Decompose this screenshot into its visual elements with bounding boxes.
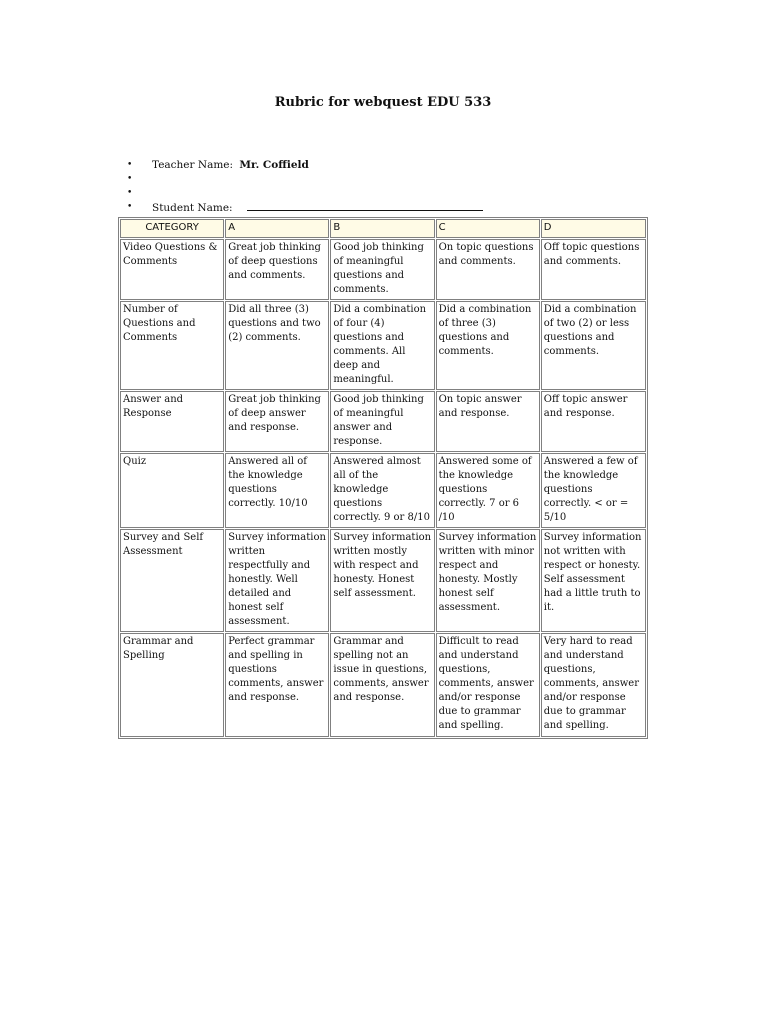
bullet-icon: • (127, 160, 133, 170)
grade-d-cell: Off topic answer and response. (541, 391, 646, 452)
row-category-cell: Number of Questions and Comments (120, 301, 224, 390)
info-item-empty-1 (127, 172, 483, 186)
grade-c-cell: Did a combination of three (3) questions and comments. (436, 301, 540, 390)
grade-a-cell: Survey information written respectfully and honestly. Well detailed and honest self assessment. (225, 529, 329, 632)
grade-a-cell: Perfect grammar and spelling in questions comments, answer and response. (225, 633, 329, 737)
rubric-header-row (120, 219, 646, 238)
grade-c-cell: Answered some of the knowledge questions correctly. 7 or 6 /10 (436, 453, 540, 528)
row-category-cell: Video Questions & Comments (120, 239, 224, 300)
grade-a-cell: Did all three (3) questions and two (2) comments. (225, 301, 329, 390)
row-category-cell: Survey and Self Assessment (120, 529, 224, 632)
header-category: CATEGORY (120, 219, 224, 238)
table-row (120, 391, 646, 452)
table-row (120, 301, 646, 390)
grade-a-cell: Great job thinking of deep questions and comments. (225, 239, 329, 300)
table-row (120, 529, 646, 632)
grade-b-cell: Answered almost all of the knowledge questions correctly. 9 or 8/10 (330, 453, 434, 528)
grade-a-cell: Answered all of the knowledge questions correctly. 10/10 (225, 453, 329, 528)
header-grade-c: C (436, 219, 540, 238)
grade-c-cell: On topic questions and comments. (436, 239, 540, 300)
grade-c-cell: Difficult to read and understand questions, comments, answer and/or response due to grammar and spelling. (436, 633, 540, 737)
info-list (127, 158, 483, 214)
grade-c-cell: On topic answer and response. (436, 391, 540, 452)
grade-d-cell: Very hard to read and understand questions, comments, answer and/or response due to grammar and spelling. (541, 633, 646, 737)
rubric-table (118, 217, 648, 739)
info-item-student (127, 200, 483, 214)
grade-d-cell: Answered a few of the knowledge questions correctly. < or = 5/10 (541, 453, 646, 528)
grade-d-cell: Off topic questions and comments. (541, 239, 646, 300)
grade-a-cell: Great job thinking of deep answer and response. (225, 391, 329, 452)
bullet-icon: • (127, 188, 133, 198)
grade-b-cell: Good job thinking of meaningful answer and response. (330, 391, 434, 452)
bullet-icon: • (127, 174, 133, 184)
header-grade-b: B (330, 219, 434, 238)
row-category-cell: Grammar and Spelling (120, 633, 224, 737)
student-name-blank-line (247, 200, 483, 211)
row-category-cell: Quiz (120, 453, 224, 528)
bullet-icon: • (127, 202, 133, 212)
grade-d-cell: Survey information not written with respect or honesty. Self assessment had a little truth to it. (541, 529, 646, 632)
table-row (120, 633, 646, 737)
student-name-label: Student Name: (152, 202, 233, 214)
teacher-name-label: Teacher Name: (152, 159, 234, 171)
row-category-cell: Answer and Response (120, 391, 224, 452)
info-item-empty-2 (127, 186, 483, 200)
table-row (120, 239, 646, 300)
grade-b-cell: Did a combination of four (4) questions and comments. All deep and meaningful. (330, 301, 434, 390)
grade-b-cell: Grammar and spelling not an issue in questions, comments, answer and response. (330, 633, 434, 737)
teacher-name-value: Mr. Coffield (239, 159, 309, 171)
header-grade-d: D (541, 219, 646, 238)
document-title: Rubric for webquest EDU 533 (274, 95, 492, 110)
info-item-teacher (127, 158, 483, 172)
table-row (120, 453, 646, 528)
grade-b-cell: Survey information written mostly with respect and honesty. Honest self assessment. (330, 529, 434, 632)
grade-d-cell: Did a combination of two (2) or less questions and comments. (541, 301, 646, 390)
grade-c-cell: Survey information written with minor respect and honesty. Mostly honest self assessment. (436, 529, 540, 632)
grade-b-cell: Good job thinking of meaningful questions and comments. (330, 239, 434, 300)
header-grade-a: A (225, 219, 329, 238)
